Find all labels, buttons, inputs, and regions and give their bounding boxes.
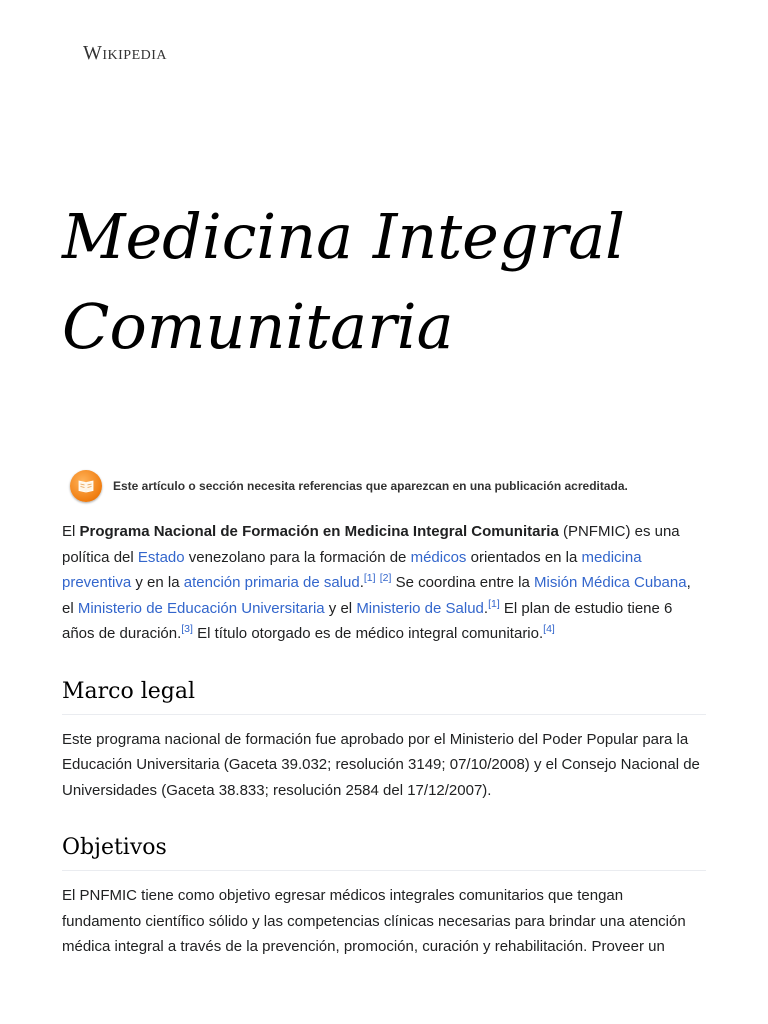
reference-link[interactable]: [4]	[543, 623, 555, 635]
text: y en la	[131, 574, 184, 591]
text: Se coordina entre la	[395, 574, 534, 591]
link-ministerio-educacion[interactable]: Ministerio de Educación Universitaria	[77, 599, 325, 617]
text: .	[483, 599, 489, 617]
section-heading-objetivos: Objetivos	[62, 835, 706, 871]
reference-link[interactable]: [3]	[181, 623, 193, 635]
references-notice	[70, 470, 710, 502]
link-medicina-preventiva[interactable]: medicina preventiva	[62, 548, 642, 591]
link-atencion-primaria[interactable]: atención primaria de salud	[183, 574, 360, 591]
reference-link[interactable]: [1]	[488, 597, 500, 610]
section-paragraph: El PNFMIC tiene como objetivo egresar médicos integrales comunitarios que tengan fundamento científico sólido y las competencias clínicas necesarias para brindar una atención médica integral a través de la prevención, promoción, curación y rehabilitación. Proveer un	[62, 887, 686, 955]
link-estado[interactable]: Estado	[137, 548, 185, 566]
reference-link[interactable]: [2]	[379, 572, 392, 584]
link-ministerio-salud[interactable]: Ministerio de Salud	[356, 599, 484, 617]
wikipedia-logo[interactable]: Wikipedia	[83, 42, 168, 64]
text: y el	[324, 599, 357, 617]
text: venezolano para la formación de	[184, 548, 411, 566]
text: orientados en la	[466, 548, 582, 566]
section-heading-marco-legal: Marco legal	[62, 679, 706, 715]
text: El	[62, 523, 80, 540]
link-medicos[interactable]: médicos	[410, 548, 467, 566]
notice-text: Este artículo o sección necesita referencias que aparezcan en una publicación acreditada.	[113, 479, 628, 493]
text: El título otorgado es de médico integral comunitario.	[197, 625, 544, 642]
page-title: Medicina Integral Comunitaria	[62, 200, 625, 363]
bold-term: Programa Nacional de Formación en Medicina Integral Comunitaria	[79, 523, 559, 540]
text: (PNFMIC) es una política del	[62, 523, 680, 566]
article-content	[62, 519, 706, 960]
intro-paragraph	[62, 519, 706, 647]
section-paragraph: Este programa nacional de formación fue aprobado por el Ministerio del Poder Popular para la Educación Universitaria (Gaceta 39.032; resolución 3149; 07/10/2008) y el Consejo Nacional de Universidades (Gaceta 38.833; resolución 2584 del 17/12/2007).	[62, 730, 700, 799]
reference-link[interactable]: [1]	[363, 572, 376, 584]
text: .	[359, 574, 364, 591]
book-icon	[70, 470, 102, 502]
text: El plan de estudio tiene 6 años de duración.	[62, 599, 673, 642]
text: , el	[62, 574, 691, 617]
link-mision-medica-cubana[interactable]: Misión Médica Cubana	[534, 574, 687, 591]
